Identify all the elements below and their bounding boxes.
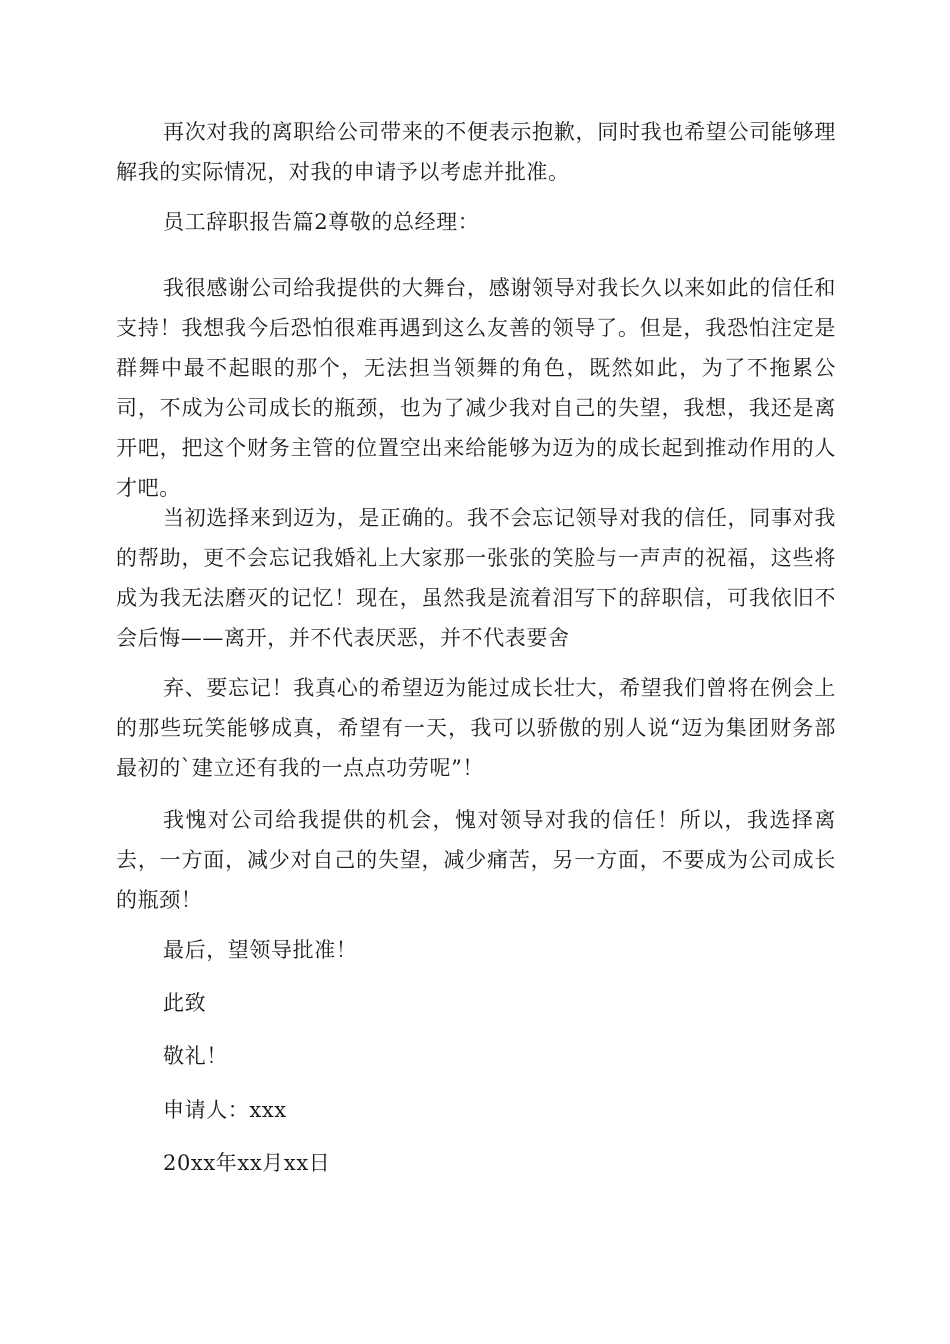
closing-request (116, 930, 836, 970)
paragraph-text: 我很感谢公司给我提供的大舞台，感谢领导对我长久以来如此的信任和支持！我想我今后恐怕很难再遇到这么友善的领导了。但是，我恐怕注定是群舞中最不起眼的那个，无法担当领舞的角色，既然如此，为了不拖累公司，不成为公司成长的瓶颈，也为了减少我对自己的失望，我想，我还是离开吧，把这个财务主管的位置空出来给能够为迈为的成长起到推动作用的人才吧。 (116, 276, 836, 500)
paragraph-gratitude (116, 268, 836, 508)
salutation-line-1 (116, 983, 836, 1023)
salutation-text: 此致 (163, 991, 207, 1015)
paragraph-apology (116, 112, 836, 192)
section-heading (116, 202, 836, 242)
date-text: 20xx年xx月xx日 (163, 1151, 331, 1175)
paragraph-text: 弃、要忘记！我真心的希望迈为能过成长壮大，希望我们曾将在例会上的那些玩笑能够成真，希望有一天，我可以骄傲的别人说“迈为集团财务部最初的`建立还有我的一点点功劳呢”！ (116, 676, 836, 780)
paragraph-hopes (116, 668, 836, 788)
paragraph-memories (116, 498, 836, 658)
date-line (116, 1143, 836, 1183)
applicant-text: 申请人：xxx (163, 1098, 287, 1122)
closing-request-text: 最后，望领导批准！ (163, 938, 358, 962)
paragraph-text: 当初选择来到迈为，是正确的。我不会忘记领导对我的信任，同事对我的帮助，更不会忘记我婚礼上大家那一张张的笑脸与一声声的祝福，这些将成为我无法磨灭的记忆！现在，虽然我是流着泪写下的辞职信，可我依旧不会后悔——离开，并不代表厌恶，并不代表要舍 (116, 506, 836, 650)
paragraph-decision (116, 800, 836, 920)
salutation-line-2 (116, 1036, 836, 1076)
paragraph-text: 再次对我的离职给公司带来的不便表示抱歉，同时我也希望公司能够理解我的实际情况，对我的申请予以考虑并批准。 (116, 120, 836, 184)
paragraph-text: 我愧对公司给我提供的机会，愧对领导对我的信任！所以，我选择离去，一方面，减少对自己的失望，减少痛苦，另一方面，不要成为公司成长的瓶颈！ (116, 808, 836, 912)
section-heading-text: 员工辞职报告篇2尊敬的总经理： (163, 210, 480, 234)
salutation-text: 敬礼！ (163, 1044, 228, 1068)
applicant-line (116, 1090, 836, 1130)
